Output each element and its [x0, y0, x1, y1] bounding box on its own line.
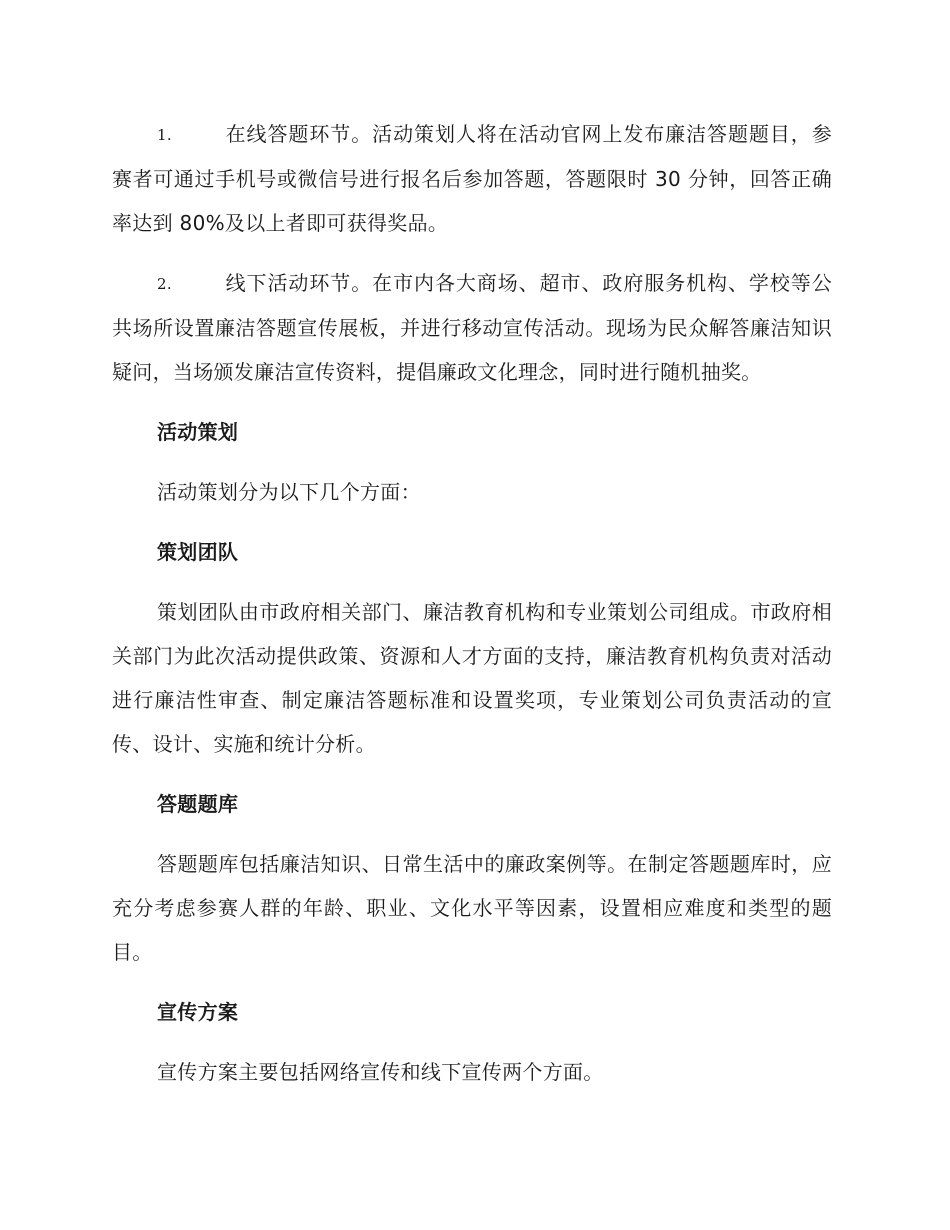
heading-promotion-plan: 宣传方案 — [157, 1000, 239, 1024]
item-text: 线下活动环节。在市内各大商场、超市、政府服务机构、学校等公共场所设置廉洁答题宣传展板，并进行移动宣传活动。现场为民众解答廉洁知识疑问，当场颁发廉洁宣传资料，提倡廉政文化理念，同时进行随机抽奖。 — [112, 271, 832, 384]
promotion-plan-paragraph: 宣传方案主要包括网络宣传和线下宣传两个方面。 — [157, 1060, 604, 1084]
heading-question-bank: 答题题库 — [157, 792, 239, 816]
question-bank-paragraph: 答题题库包括廉洁知识、日常生活中的廉政案例等。在制定答题题库时，应充分考虑参赛人群的年龄、职业、文化水平等因素，设置相应难度和类型的题目。 — [112, 852, 832, 964]
planning-intro-paragraph: 活动策划分为以下几个方面： — [157, 480, 421, 504]
numbered-item-1 — [112, 112, 832, 245]
heading-planning-team: 策划团队 — [157, 540, 239, 564]
item-text: 在线答题环节。活动策划人将在活动官网上发布廉洁答题题目，参赛者可通过手机号或微信号进行报名后参加答题，答题限时 30 分钟，回答正确率达到 80%及以上者即可获得奖品。 — [112, 122, 832, 235]
item-number: 1. — [157, 126, 172, 144]
item-number: 2. — [157, 275, 172, 293]
heading-activity-planning: 活动策划 — [157, 420, 239, 444]
planning-team-paragraph: 策划团队由市政府相关部门、廉洁教育机构和专业策划公司组成。市政府相关部门为此次活动提供政策、资源和人才方面的支持，廉洁教育机构负责对活动进行廉洁性审查、制定廉洁答题标准和设置奖项，专业策划公司负责活动的宣传、设计、实施和统计分析。 — [112, 600, 832, 756]
numbered-item-2 — [112, 261, 832, 394]
